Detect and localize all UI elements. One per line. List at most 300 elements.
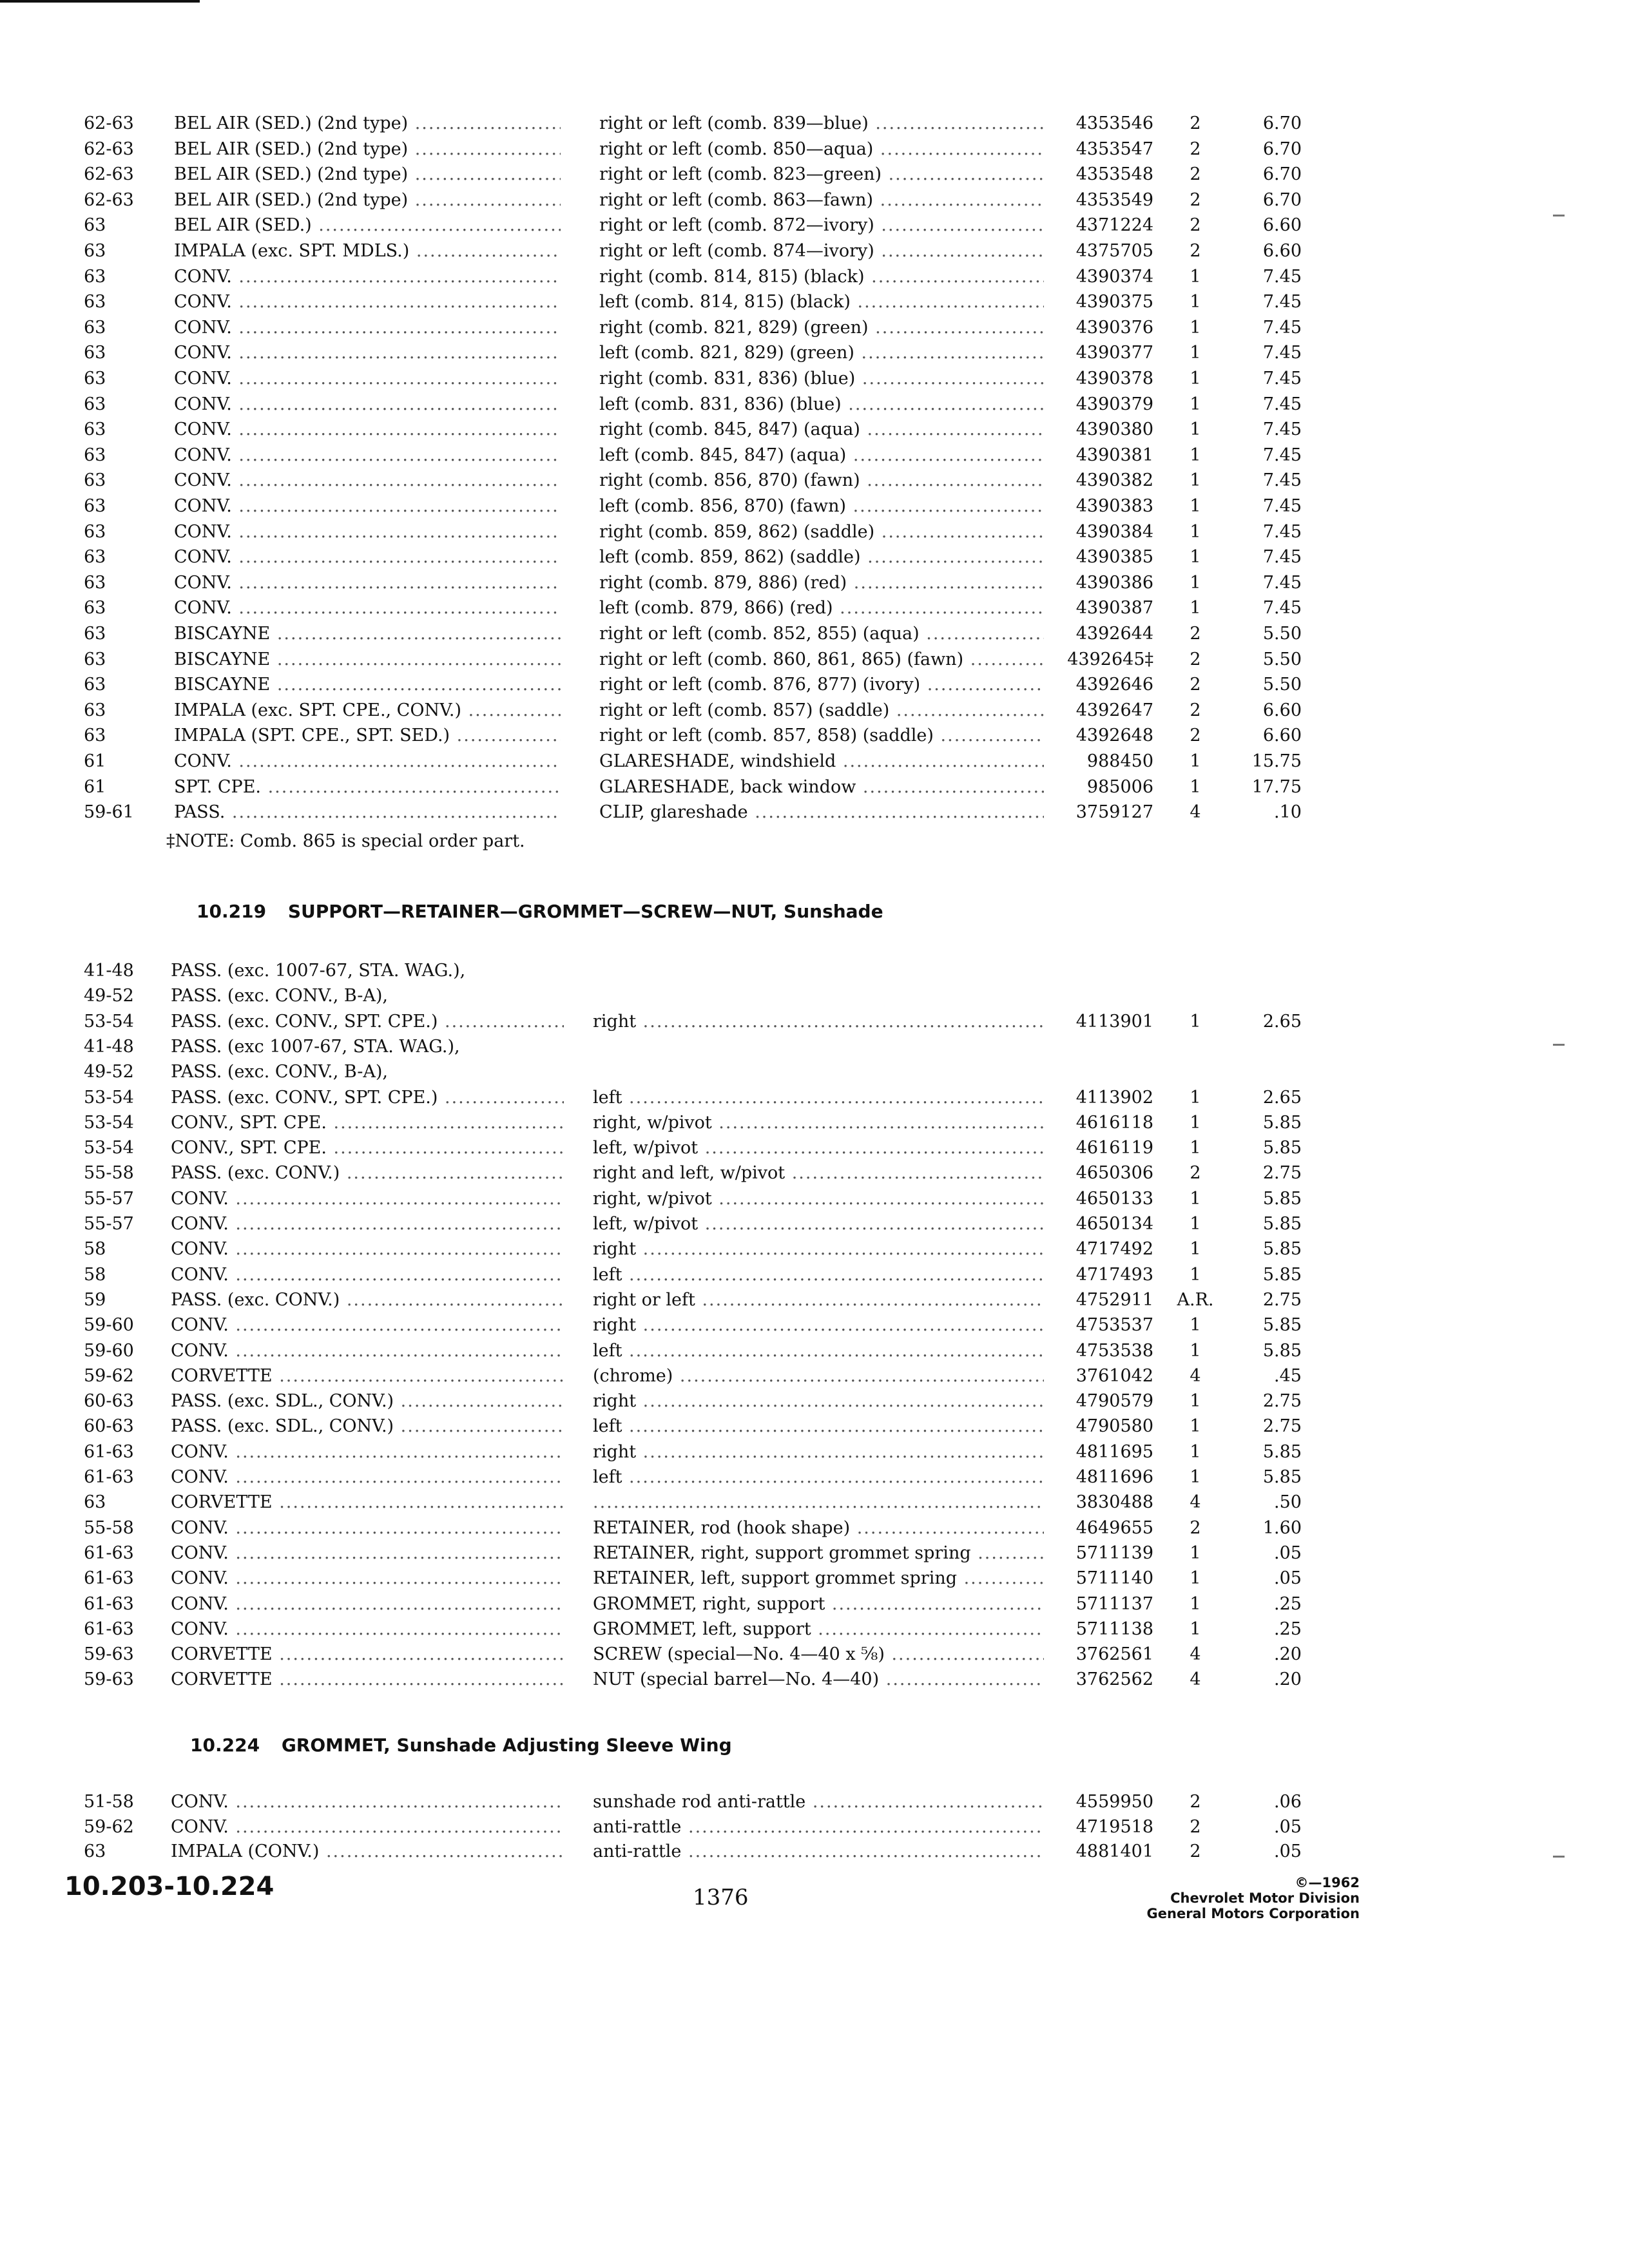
part-number-cell: 4650134: [1075, 1214, 1153, 1234]
year-cell: 60-63: [84, 1391, 134, 1412]
year-cell: 59-61: [84, 802, 134, 823]
section-title: SUPPORT—RETAINER—GROMMET—SCREW—NUT, Sunshade: [287, 901, 883, 922]
year-cell: 63: [84, 598, 106, 619]
part-number-cell: 3761042: [1075, 1365, 1153, 1386]
price-cell: 7.45: [1262, 547, 1302, 568]
model-cell: PASS. (exc 1007-67, STA. WAG.),: [171, 1036, 460, 1057]
description-cell: right or left (comb. 876, 877) (ivory) .....: [599, 672, 1044, 698]
section-number: 10.219: [197, 901, 267, 922]
table-row: [0, 1566, 1629, 1591]
table-row: [0, 1490, 1629, 1515]
table-row: [0, 1667, 1629, 1693]
model-cell: CONV. .....: [171, 1262, 564, 1288]
table-row: [0, 289, 1629, 315]
description-cell: right, w/pivot .....: [593, 1186, 1044, 1212]
description-cell: RETAINER, right, support grommet spring .....: [593, 1541, 1044, 1566]
quantity-cell: 1: [1190, 292, 1201, 312]
table-row: [0, 1591, 1629, 1617]
part-number-cell: 3759127: [1075, 802, 1153, 823]
quantity-cell: 1: [1190, 317, 1201, 338]
table-row: [0, 417, 1629, 443]
year-cell: 62-63: [84, 164, 134, 185]
table-row: [0, 1814, 1629, 1840]
year-cell: 63: [84, 675, 106, 695]
year-cell: 53-54: [84, 1011, 134, 1032]
model-cell: IMPALA (SPT. CPE., SPT. SED.) .....: [174, 723, 561, 749]
quantity-cell: 2: [1190, 164, 1201, 185]
model-cell: CONV., SPT. CPE. .....: [171, 1110, 564, 1136]
part-number-cell: 4375705: [1075, 241, 1153, 261]
price-cell: 5.50: [1262, 624, 1302, 644]
quantity-cell: 2: [1190, 1163, 1201, 1184]
price-cell: 5.85: [1262, 1340, 1302, 1361]
price-cell: 2.75: [1262, 1391, 1302, 1412]
model-cell: IMPALA (exc. SPT. CPE., CONV.) .....: [174, 698, 561, 724]
quantity-cell: 1: [1190, 1340, 1201, 1361]
table-row: [0, 238, 1629, 264]
price-cell: 7.45: [1262, 572, 1302, 593]
year-cell: 61: [84, 751, 106, 771]
price-cell: .10: [1274, 802, 1302, 823]
part-number-cell: 4881401: [1075, 1841, 1153, 1861]
part-number-cell: 4390384: [1075, 521, 1153, 542]
price-cell: 5.85: [1262, 1264, 1302, 1285]
year-cell: 63: [84, 394, 106, 414]
table-row: [0, 1363, 1629, 1389]
table-row: [0, 1541, 1629, 1566]
table-row: [0, 647, 1629, 673]
part-number-cell: 4752911: [1075, 1289, 1153, 1310]
year-cell: 63: [84, 572, 106, 593]
price-cell: 5.85: [1262, 1239, 1302, 1260]
description-cell: left, w/pivot .....: [593, 1135, 1044, 1161]
table-row: [0, 723, 1629, 749]
part-number-cell: 4390385: [1075, 547, 1153, 568]
quantity-cell: 1: [1190, 1112, 1201, 1133]
quantity-cell: 1: [1190, 1138, 1201, 1158]
quantity-cell: 2: [1190, 1841, 1201, 1861]
description-cell: left (comb. 814, 815) (black) .....: [599, 289, 1044, 315]
description-cell: left (comb. 845, 847) (aqua) .....: [599, 443, 1044, 468]
year-cell: 63: [84, 1841, 106, 1861]
model-cell: CONV. .....: [174, 417, 561, 443]
table-row: [0, 1236, 1629, 1262]
part-number-cell: 4753538: [1075, 1340, 1153, 1361]
year-cell: 63: [84, 292, 106, 312]
year-cell: 63: [84, 547, 106, 568]
model-cell: CONV. .....: [174, 749, 561, 774]
price-cell: 6.60: [1262, 215, 1302, 236]
year-cell: 59: [84, 1289, 106, 1310]
table-row: [0, 1789, 1629, 1815]
year-cell: 59-60: [84, 1315, 134, 1336]
year-cell: 63: [84, 496, 106, 516]
year-cell: 59-63: [84, 1669, 134, 1690]
model-cell: CONV. .....: [171, 1236, 564, 1262]
price-cell: .20: [1274, 1644, 1302, 1665]
year-cell: 63: [84, 649, 106, 669]
part-number-cell: 4353546: [1075, 113, 1153, 133]
quantity-cell: 1: [1190, 1542, 1201, 1563]
part-number-cell: 4390377: [1075, 343, 1153, 363]
description-cell: right and left, w/pivot .....: [593, 1160, 1044, 1186]
price-cell: 7.45: [1262, 470, 1302, 491]
description-cell: left .....: [593, 1338, 1044, 1364]
year-cell: 55-57: [84, 1214, 134, 1234]
table-row: [0, 1059, 1629, 1085]
part-number-cell: 4390374: [1075, 266, 1153, 287]
table-row: [0, 621, 1629, 647]
part-number-cell: 4811695: [1075, 1441, 1153, 1462]
quantity-cell: 2: [1190, 675, 1201, 695]
year-cell: 63: [84, 624, 106, 644]
description-cell: right (comb. 814, 815) (black) .....: [599, 264, 1044, 290]
part-number-cell: 3762561: [1075, 1644, 1153, 1665]
table-row: [0, 1839, 1629, 1865]
year-cell: 51-58: [84, 1792, 134, 1812]
part-number-cell: 5711140: [1075, 1568, 1153, 1589]
table-row: [0, 672, 1629, 698]
model-cell: CORVETTE .....: [171, 1642, 564, 1667]
price-cell: 2.75: [1262, 1416, 1302, 1437]
quantity-cell: 2: [1190, 700, 1201, 720]
quantity-cell: 2: [1190, 241, 1201, 261]
model-cell: BISCAYNE .....: [174, 621, 561, 647]
table-row: [0, 698, 1629, 724]
model-cell: PASS. (exc. CONV., SPT. CPE.) .....: [171, 1085, 564, 1111]
year-cell: 41-48: [84, 961, 134, 981]
year-cell: 63: [84, 369, 106, 389]
model-cell: CONV. .....: [174, 340, 561, 366]
year-cell: 41-48: [84, 1036, 134, 1057]
page-range: 10.203-10.224: [64, 1872, 275, 1901]
table-row: [0, 392, 1629, 418]
model-cell: CONV. .....: [171, 1814, 564, 1840]
part-number-cell: 4390378: [1075, 369, 1153, 389]
copyright: ©—1962: [1295, 1875, 1360, 1890]
quantity-cell: 2: [1190, 1792, 1201, 1812]
year-cell: 61-63: [84, 1441, 134, 1462]
price-cell: 5.85: [1262, 1138, 1302, 1158]
year-cell: 63: [84, 700, 106, 720]
model-cell: BISCAYNE .....: [174, 647, 561, 673]
description-cell: (chrome) .....: [593, 1363, 1044, 1389]
price-cell: 2.65: [1262, 1087, 1302, 1108]
part-number-cell: 4559950: [1075, 1792, 1153, 1812]
model-cell: PASS. (exc. CONV.) .....: [171, 1160, 564, 1186]
part-number-cell: 4649655: [1075, 1517, 1153, 1538]
table-row: [0, 1160, 1629, 1186]
table-row: [0, 1617, 1629, 1642]
year-cell: 53-54: [84, 1112, 134, 1133]
table-row: [0, 315, 1629, 341]
year-cell: 59-62: [84, 1365, 134, 1386]
footnote: ‡NOTE: Comb. 865 is special order part.: [166, 831, 525, 851]
part-number-cell: 4717492: [1075, 1239, 1153, 1260]
quantity-cell: 4: [1190, 1644, 1201, 1665]
description-cell: right or left (comb. 823—green) .....: [599, 162, 1044, 187]
part-number-cell: 4390375: [1075, 292, 1153, 312]
part-number-cell: 4650133: [1075, 1188, 1153, 1209]
quantity-cell: 1: [1190, 343, 1201, 363]
description-cell: right (comb. 859, 862) (saddle) .....: [599, 519, 1044, 545]
table-row: [0, 137, 1629, 162]
price-cell: .20: [1274, 1669, 1302, 1690]
quantity-cell: A.R.: [1177, 1289, 1214, 1310]
price-cell: 7.45: [1262, 394, 1302, 414]
table-row: [0, 1287, 1629, 1313]
part-number-cell: 988450: [1086, 751, 1153, 771]
quantity-cell: 2: [1190, 1816, 1201, 1837]
part-number-cell: 4390379: [1075, 394, 1153, 414]
year-cell: 49-52: [84, 986, 134, 1006]
model-cell: CONV. .....: [174, 366, 561, 392]
price-cell: 6.60: [1262, 241, 1302, 261]
quantity-cell: 1: [1190, 547, 1201, 568]
price-cell: 6.60: [1262, 726, 1302, 746]
price-cell: 7.45: [1262, 292, 1302, 312]
description-cell: right (comb. 879, 886) (red) .....: [599, 570, 1044, 596]
year-cell: 55-58: [84, 1163, 134, 1184]
model-cell: BEL AIR (SED.) (2nd type) .....: [174, 162, 561, 187]
year-cell: 55-58: [84, 1517, 134, 1538]
table-row: [0, 468, 1629, 494]
model-cell: PASS. (exc. 1007-67, STA. WAG.),: [171, 961, 466, 981]
quantity-cell: 4: [1190, 1669, 1201, 1690]
price-cell: .50: [1274, 1492, 1302, 1513]
table-row: [0, 1465, 1629, 1490]
table-row: [0, 1034, 1629, 1060]
price-cell: 6.70: [1262, 164, 1302, 185]
model-cell: PASS. (exc. SDL., CONV.) .....: [171, 1414, 564, 1439]
quantity-cell: 4: [1190, 1492, 1201, 1513]
price-cell: .06: [1274, 1792, 1302, 1812]
year-cell: 63: [84, 726, 106, 746]
description-cell: right or left (comb. 852, 855) (aqua) .....: [599, 621, 1044, 647]
part-number-cell: 4392648: [1075, 726, 1153, 746]
model-cell: CONV. .....: [171, 1541, 564, 1566]
year-cell: 63: [84, 317, 106, 338]
description-cell: right or left (comb. 857, 858) (saddle) .....: [599, 723, 1044, 749]
description-cell: right or left (comb. 850—aqua) .....: [599, 137, 1044, 162]
price-cell: .05: [1274, 1841, 1302, 1861]
table-row: [0, 443, 1629, 468]
description-cell: anti-rattle .....: [593, 1814, 1044, 1840]
description-cell: SCREW (special—No. 4—40 x ⅝) .....: [593, 1642, 1044, 1667]
price-cell: .45: [1274, 1365, 1302, 1386]
model-cell: CONV. .....: [174, 494, 561, 519]
section-heading-10224: [190, 1735, 732, 1756]
model-cell: CONV. .....: [171, 1312, 564, 1338]
year-cell: 62-63: [84, 189, 134, 210]
quantity-cell: 1: [1190, 1011, 1201, 1032]
quantity-cell: 2: [1190, 726, 1201, 746]
price-cell: 7.45: [1262, 445, 1302, 465]
quantity-cell: 4: [1190, 1365, 1201, 1386]
price-cell: .05: [1274, 1816, 1302, 1837]
price-cell: 5.85: [1262, 1467, 1302, 1487]
table-row: [0, 1135, 1629, 1161]
description-cell: right or left (comb. 874—ivory) .....: [599, 238, 1044, 264]
part-number-cell: 4390380: [1075, 419, 1153, 440]
part-number-cell: 4353549: [1075, 189, 1153, 210]
year-cell: 61: [84, 776, 106, 797]
part-number-cell: 5711138: [1075, 1619, 1153, 1639]
model-cell: CONV. .....: [171, 1515, 564, 1541]
year-cell: 59-60: [84, 1340, 134, 1361]
year-cell: 63: [84, 241, 106, 261]
price-cell: 1.60: [1262, 1517, 1302, 1538]
quantity-cell: 1: [1190, 369, 1201, 389]
model-cell: CORVETTE .....: [171, 1667, 564, 1693]
model-cell: PASS. .....: [174, 800, 561, 825]
table-row: [0, 983, 1629, 1009]
year-cell: 59-63: [84, 1644, 134, 1665]
price-cell: .05: [1274, 1568, 1302, 1589]
quantity-cell: 1: [1190, 1391, 1201, 1412]
price-cell: 5.85: [1262, 1214, 1302, 1234]
year-cell: 49-52: [84, 1062, 134, 1082]
description-cell: right .....: [593, 1389, 1044, 1414]
part-number-cell: 4717493: [1075, 1264, 1153, 1285]
table-row: [0, 213, 1629, 238]
part-number-cell: 4390383: [1075, 496, 1153, 516]
quantity-cell: 1: [1190, 1264, 1201, 1285]
price-cell: 5.85: [1262, 1112, 1302, 1133]
price-cell: 5.85: [1262, 1188, 1302, 1209]
page-number: 1376: [693, 1885, 749, 1910]
part-number-cell: 4353548: [1075, 164, 1153, 185]
model-cell: CONV. .....: [174, 443, 561, 468]
price-cell: 5.50: [1262, 649, 1302, 669]
edge-mark: [1553, 1856, 1565, 1858]
model-cell: PASS. (exc. CONV., B-A),: [171, 1062, 388, 1082]
table-row: [0, 1414, 1629, 1439]
part-number-cell: 5711139: [1075, 1542, 1153, 1563]
price-cell: .25: [1274, 1593, 1302, 1614]
model-cell: CONV. .....: [171, 1211, 564, 1237]
table-row: [0, 1085, 1629, 1111]
model-cell: CONV. .....: [174, 392, 561, 418]
table-row: [0, 1338, 1629, 1364]
quantity-cell: 1: [1190, 1467, 1201, 1487]
model-cell: CONV. .....: [174, 519, 561, 545]
year-cell: 61-63: [84, 1542, 134, 1563]
year-cell: 53-54: [84, 1087, 134, 1108]
table-row: [0, 1262, 1629, 1288]
part-number-cell: 4371224: [1075, 215, 1153, 236]
quantity-cell: 2: [1190, 215, 1201, 236]
model-cell: CONV. .....: [171, 1186, 564, 1212]
part-number-cell: 4616119: [1075, 1138, 1153, 1158]
model-cell: PASS. (exc. CONV.) .....: [171, 1287, 564, 1313]
description-cell: CLIP, glareshade .....: [599, 800, 1044, 825]
description-cell: right .....: [593, 1312, 1044, 1338]
price-cell: 7.45: [1262, 343, 1302, 363]
description-cell: sunshade rod anti-rattle .....: [593, 1789, 1044, 1815]
table-row: [0, 1642, 1629, 1667]
year-cell: 58: [84, 1239, 106, 1260]
table-row: [0, 1211, 1629, 1237]
year-cell: 60-63: [84, 1416, 134, 1437]
part-number-cell: 985006: [1086, 776, 1153, 797]
description-cell: right or left (comb. 839—blue) .....: [599, 111, 1044, 137]
table-row: [0, 1515, 1629, 1541]
model-cell: CONV. .....: [171, 1591, 564, 1617]
model-cell: CONV. .....: [171, 1566, 564, 1591]
year-cell: 61-63: [84, 1568, 134, 1589]
year-cell: 58: [84, 1264, 106, 1285]
section-heading-10219: [197, 901, 883, 922]
price-cell: .05: [1274, 1542, 1302, 1563]
model-cell: CONV. .....: [171, 1789, 564, 1815]
part-number-cell: 4650306: [1075, 1163, 1153, 1184]
quantity-cell: 1: [1190, 521, 1201, 542]
year-cell: 62-63: [84, 139, 134, 159]
table-row: [0, 162, 1629, 187]
table-row: [0, 111, 1629, 137]
quantity-cell: 1: [1190, 1441, 1201, 1462]
description-cell: GLARESHADE, windshield .....: [599, 749, 1044, 774]
model-cell: BEL AIR (SED.) (2nd type) .....: [174, 111, 561, 137]
year-cell: 63: [84, 215, 106, 236]
table-row: [0, 1110, 1629, 1136]
part-number-cell: 4390376: [1075, 317, 1153, 338]
description-cell: right or left .....: [593, 1287, 1044, 1313]
price-cell: 6.70: [1262, 189, 1302, 210]
description-cell: right (comb. 856, 870) (fawn) .....: [599, 468, 1044, 494]
description-cell: left (comb. 859, 862) (saddle) .....: [599, 544, 1044, 570]
price-cell: 5.85: [1262, 1315, 1302, 1336]
price-cell: 6.60: [1262, 700, 1302, 720]
year-cell: 61-63: [84, 1593, 134, 1614]
quantity-cell: 1: [1190, 1593, 1201, 1614]
description-cell: right or left (comb. 860, 861, 865) (fawn) .....: [599, 647, 1044, 673]
quantity-cell: 1: [1190, 496, 1201, 516]
price-cell: 7.45: [1262, 317, 1302, 338]
model-cell: CONV. .....: [174, 315, 561, 341]
quantity-cell: 1: [1190, 470, 1201, 491]
quantity-cell: 1: [1190, 1239, 1201, 1260]
quantity-cell: 2: [1190, 624, 1201, 644]
description-cell: GROMMET, right, support .....: [593, 1591, 1044, 1617]
model-cell: PASS. (exc. CONV., SPT. CPE.) .....: [171, 1009, 564, 1035]
quantity-cell: 1: [1190, 1416, 1201, 1437]
year-cell: 63: [84, 343, 106, 363]
year-cell: 59-62: [84, 1816, 134, 1837]
price-cell: .25: [1274, 1619, 1302, 1639]
description-cell: [593, 1490, 1044, 1515]
part-number-cell: 4390386: [1075, 572, 1153, 593]
part-number-cell: 4392647: [1075, 700, 1153, 720]
description-cell: right, w/pivot .....: [593, 1110, 1044, 1136]
part-number-cell: 4392646: [1075, 675, 1153, 695]
price-cell: 7.45: [1262, 521, 1302, 542]
part-number-cell: 4113902: [1075, 1087, 1153, 1108]
part-number-cell: 4616118: [1075, 1112, 1153, 1133]
quantity-cell: 4: [1190, 802, 1201, 823]
price-cell: 6.70: [1262, 113, 1302, 133]
description-cell: right or left (comb. 857) (saddle) .....: [599, 698, 1044, 724]
quantity-cell: 1: [1190, 1315, 1201, 1336]
part-number-cell: 3830488: [1075, 1492, 1153, 1513]
model-cell: CONV. .....: [174, 595, 561, 621]
model-cell: CONV. .....: [171, 1465, 564, 1490]
description-cell: left (comb. 879, 866) (red) .....: [599, 595, 1044, 621]
quantity-cell: 1: [1190, 572, 1201, 593]
quantity-cell: 2: [1190, 649, 1201, 669]
description-cell: right or left (comb. 872—ivory) .....: [599, 213, 1044, 238]
